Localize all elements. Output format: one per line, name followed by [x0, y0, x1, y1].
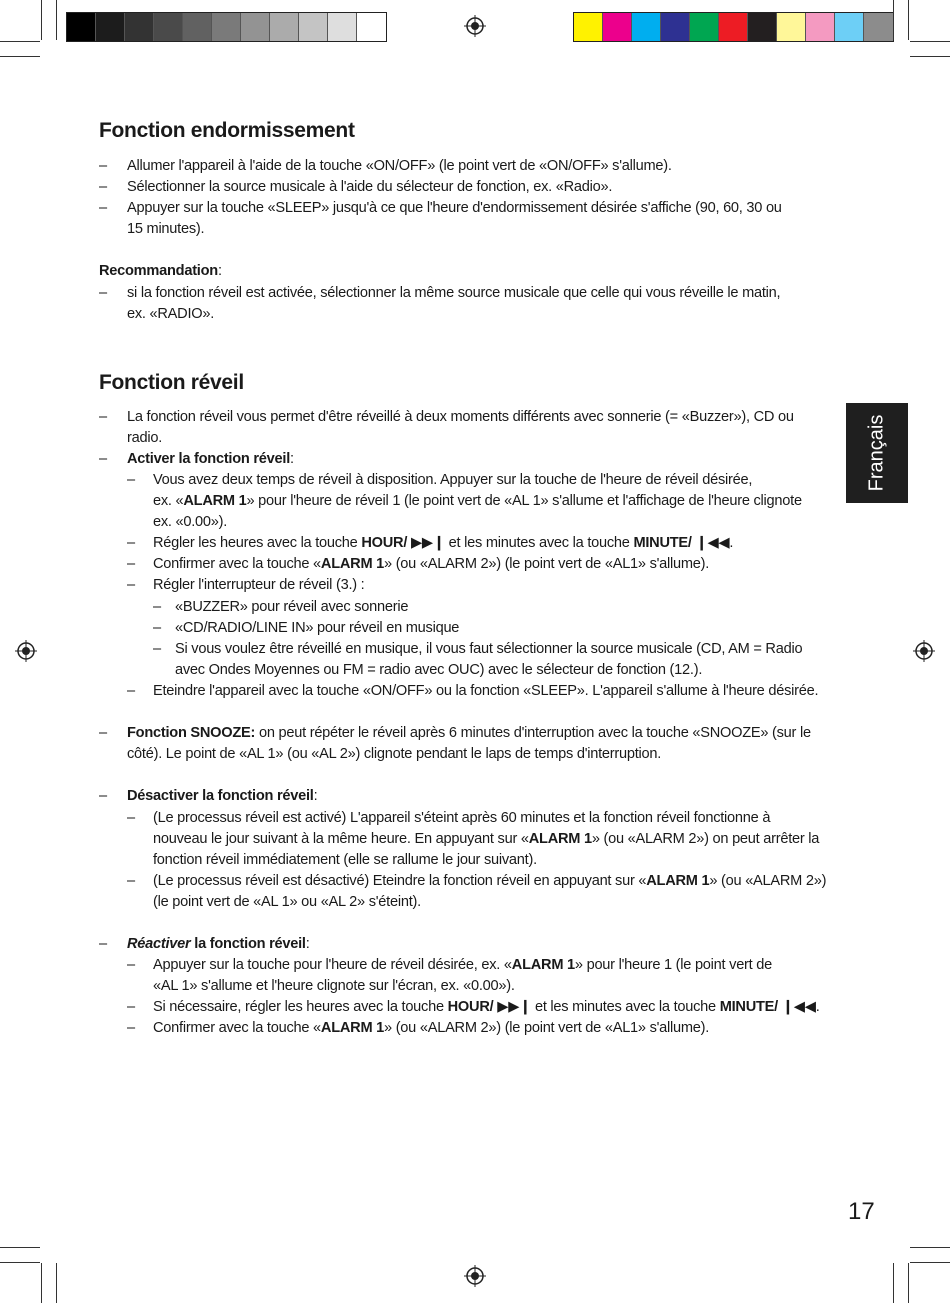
list-dash: –	[127, 577, 136, 593]
list-dash: –	[127, 957, 136, 973]
gray-swatch	[96, 13, 125, 41]
gray-swatch	[212, 13, 241, 41]
list-item	[153, 997, 820, 1018]
page-number: 17	[848, 1198, 875, 1225]
gray-swatch	[67, 13, 96, 41]
list-item: «CD/RADIO/LINE IN» pour réveil en musique	[175, 620, 460, 636]
key-label: ALARM 1	[320, 556, 385, 572]
language-tab-label: Français	[865, 414, 888, 492]
list-item-continuation: ex. «0.00»).	[153, 514, 228, 530]
subsection-heading	[127, 786, 317, 807]
colon: :	[305, 936, 310, 952]
subsection-heading	[127, 934, 310, 955]
text: (Le processus réveil est désactivé) Eteindre la fonction réveil en appuyant sur «	[153, 873, 647, 889]
list-item: La fonction réveil vous permet d'être réveillé à deux moments différents avec sonnerie (= «Buzzer»), CD ou	[127, 409, 794, 425]
color-swatch	[603, 13, 632, 41]
list-dash: –	[153, 620, 162, 636]
text: » (ou «ALARM 2»)	[709, 873, 827, 889]
key-label: HOUR/ ▶▶❙	[447, 999, 532, 1015]
color-swatch	[632, 13, 661, 41]
gray-swatch	[183, 13, 212, 41]
list-item-continuation	[153, 829, 819, 850]
text: » (ou «ALARM 2») (le point vert de «AL1» s'allume).	[384, 556, 710, 572]
gray-swatch	[328, 13, 357, 41]
key-label: ALARM 1	[320, 1020, 385, 1036]
language-tab	[846, 403, 908, 503]
gray-swatch	[241, 13, 270, 41]
reactivate-label: la fonction réveil	[190, 936, 306, 952]
list-dash: –	[127, 810, 136, 826]
key-label: MINUTE/ ❙◀◀	[633, 535, 730, 551]
list-item-continuation: avec Ondes Moyennes ou FM = radio avec OUC) avec le sélecteur de fonction (12.).	[175, 662, 703, 678]
list-dash: –	[99, 451, 108, 467]
reactivate-italic: Réactiver	[127, 936, 191, 952]
list-item	[153, 554, 709, 575]
list-item-continuation: côté). Le point de «AL 1» (ou «AL 2») clignote pendant le laps de temps d'interruption.	[127, 746, 662, 762]
text: et les minutes avec la touche	[531, 999, 720, 1015]
list-item-continuation: (le point vert de «AL 1» ou «AL 2» s'éteint).	[153, 894, 421, 910]
list-item: Eteindre l'appareil avec la touche «ON/OFF» ou la fonction «SLEEP». L'appareil s'allume à l'heure désirée.	[153, 683, 819, 699]
list-dash: –	[99, 200, 108, 216]
key-label: ALARM 1	[511, 957, 575, 973]
list-dash: –	[99, 285, 108, 301]
list-item: Allumer l'appareil à l'aide de la touche «ON/OFF» (le point vert de «ON/OFF» s'allume).	[127, 158, 672, 174]
color-swatch	[777, 13, 806, 41]
list-item: Si vous voulez être réveillé en musique, il vous faut sélectionner la source musicale (CD, AM = Radio	[175, 641, 803, 657]
list-item: si la fonction réveil est activée, sélectionner la même source musicale que celle qui vous réveille le matin,	[127, 285, 781, 301]
list-item-continuation: radio.	[127, 430, 163, 446]
subsection-heading	[127, 449, 294, 470]
color-swatch	[574, 13, 603, 41]
text: et les minutes avec la touche	[444, 535, 634, 551]
text: on peut répéter le réveil après 6 minutes d'interruption avec la touche «SNOOZE» (sur le	[255, 725, 811, 741]
list-item: «BUZZER» pour réveil avec sonnerie	[175, 599, 409, 615]
color-swatch	[719, 13, 748, 41]
list-item-continuation: 15 minutes).	[127, 221, 205, 237]
list-dash: –	[127, 999, 136, 1015]
list-dash: –	[153, 641, 162, 657]
list-dash: –	[127, 683, 136, 699]
grayscale-color-bar	[66, 12, 387, 42]
list-item-continuation: «AL 1» s'allume et l'heure clignote sur l'écran, ex. «0.00»).	[153, 978, 515, 994]
list-item: Appuyer sur la touche «SLEEP» jusqu'à ce que l'heure d'endormissement désirée s'affiche (90, 60, 30 ou	[127, 200, 782, 216]
text: » pour l'heure de réveil 1 (le point vert de «AL 1» s'allume et l'affichage de l'heure clignote	[246, 493, 802, 509]
color-swatch	[661, 13, 690, 41]
text: Confirmer avec la touche «	[153, 556, 321, 572]
list-item: (Le processus réveil est activé) L'appareil s'éteint après 60 minutes et la fonction réveil fonctionne à	[153, 810, 771, 826]
list-item	[153, 955, 772, 976]
recommendation-heading	[99, 261, 222, 282]
list-dash: –	[99, 788, 108, 804]
registration-mark-icon	[464, 15, 486, 37]
color-swatch	[864, 13, 893, 41]
text: » pour l'heure 1 (le point vert de	[574, 957, 773, 973]
text: nouveau le jour suivant à la même heure. En appuyant sur «	[153, 831, 529, 847]
gray-swatch	[125, 13, 154, 41]
list-item: Régler l'interrupteur de réveil (3.) :	[153, 577, 365, 593]
list-dash: –	[127, 556, 136, 572]
key-label: ALARM 1	[528, 831, 592, 847]
list-dash: –	[127, 472, 136, 488]
color-swatch	[835, 13, 864, 41]
text: » (ou «ALARM 2») (le point vert de «AL1» s'allume).	[384, 1020, 710, 1036]
list-item	[153, 871, 826, 892]
section-title: Fonction réveil	[99, 371, 244, 394]
list-item-continuation: fonction réveil immédiatement (elle se rallume le jour suivant).	[153, 852, 537, 868]
list-item-continuation	[153, 491, 802, 512]
text: .	[815, 999, 820, 1015]
list-item	[153, 533, 733, 554]
gray-swatch	[299, 13, 328, 41]
registration-mark-icon	[913, 640, 935, 662]
deactivate-label: Désactiver la fonction réveil	[127, 788, 314, 804]
list-item: Vous avez deux temps de réveil à disposition. Appuyer sur la touche de l'heure de réveil désirée,	[153, 472, 753, 488]
text: » (ou «ALARM 2») on peut arrêter la	[591, 831, 820, 847]
text: Appuyer sur la touche pour l'heure de réveil désirée, ex. «	[153, 957, 512, 973]
gray-swatch	[154, 13, 183, 41]
list-dash: –	[99, 158, 108, 174]
text: Si nécessaire, régler les heures avec la touche	[153, 999, 448, 1015]
list-dash: –	[99, 409, 108, 425]
text: Confirmer avec la touche «	[153, 1020, 321, 1036]
list-dash: –	[99, 936, 108, 952]
list-item: Sélectionner la source musicale à l'aide du sélecteur de fonction, ex. «Radio».	[127, 179, 613, 195]
recommendation-label: Recommandation	[99, 263, 218, 279]
list-dash: –	[127, 1020, 136, 1036]
list-dash: –	[99, 179, 108, 195]
key-label: HOUR/ ▶▶❙	[361, 535, 445, 551]
list-item	[153, 1018, 709, 1039]
list-dash: –	[153, 599, 162, 615]
text: Régler les heures avec la touche	[153, 535, 362, 551]
colon: :	[313, 788, 318, 804]
list-item	[127, 723, 811, 744]
list-item-continuation: ex. «RADIO».	[127, 306, 215, 322]
activate-label: Activer la fonction réveil	[127, 451, 291, 467]
snooze-label: Fonction SNOOZE:	[127, 725, 256, 741]
key-label: MINUTE/ ❙◀◀	[719, 999, 816, 1015]
gray-swatch	[357, 13, 386, 41]
registration-mark-icon	[464, 1265, 486, 1287]
colon: :	[217, 263, 222, 279]
colon: :	[290, 451, 294, 467]
list-dash: –	[99, 725, 108, 741]
color-swatch	[690, 13, 719, 41]
key-label: ALARM 1	[183, 493, 247, 509]
process-color-bar	[573, 12, 894, 42]
gray-swatch	[270, 13, 299, 41]
text: .	[729, 535, 734, 551]
registration-mark-icon	[15, 640, 37, 662]
color-swatch	[806, 13, 835, 41]
list-dash: –	[127, 535, 136, 551]
text: ex. «	[153, 493, 184, 509]
key-label: ALARM 1	[646, 873, 710, 889]
color-swatch	[748, 13, 777, 41]
section-title: Fonction endormissement	[99, 119, 355, 142]
list-dash: –	[127, 873, 136, 889]
